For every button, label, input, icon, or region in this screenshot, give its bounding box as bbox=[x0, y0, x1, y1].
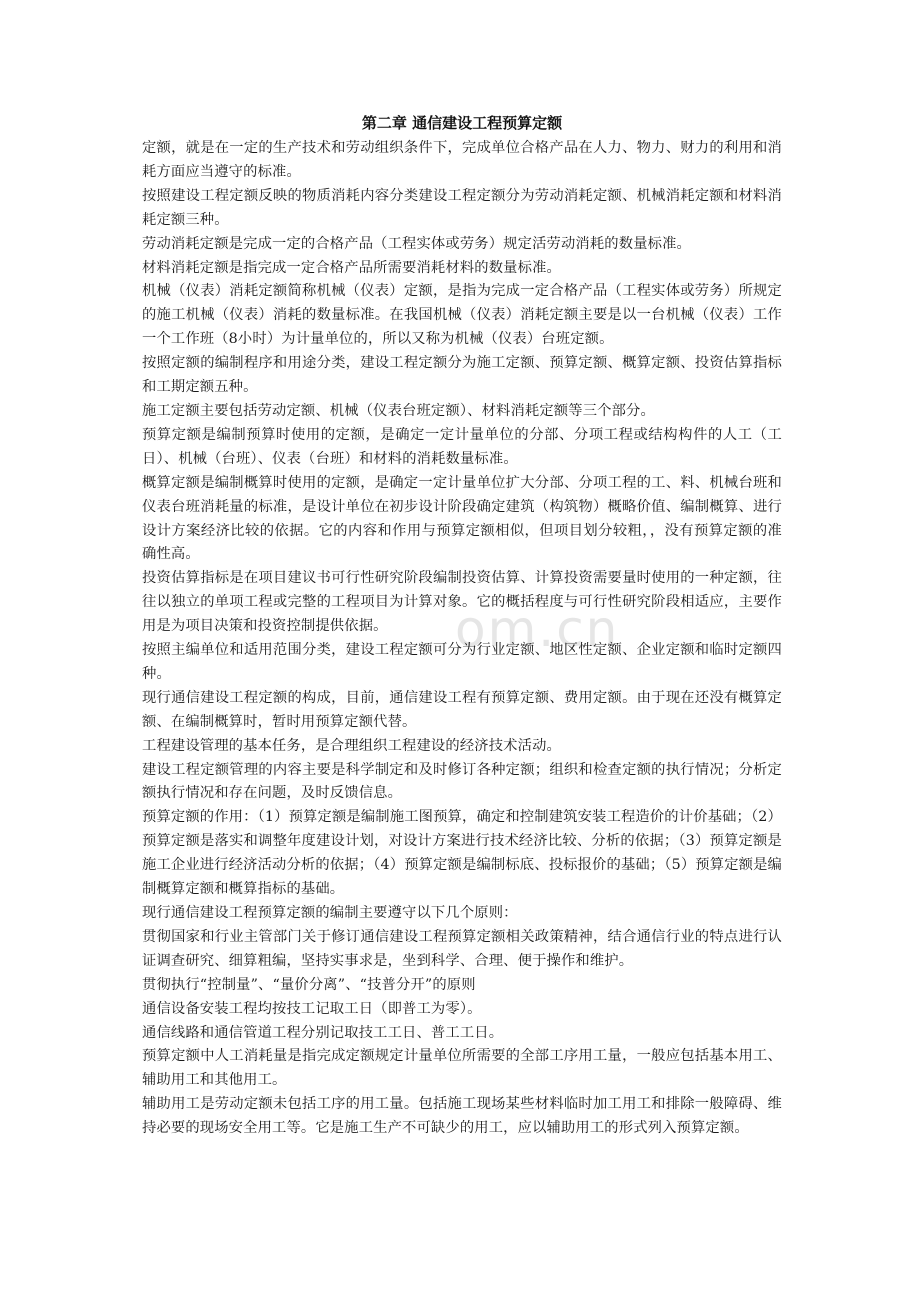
paragraph: 工程建设管理的基本任务，是合理组织工程建设的经济技术活动。 bbox=[142, 737, 561, 754]
paragraph: 材料消耗定额是指完成一定合格产品所需要消耗材料的数量标准。 bbox=[142, 259, 561, 276]
paragraph: 建设工程定额管理的内容主要是科学制定和及时修订各种定额；组织和检查定额的执行情况；分析定额执行情况和存在问题，及时反馈信息。 bbox=[142, 761, 782, 802]
paragraph: 按照建设工程定额反映的物质消耗内容分类建设工程定额分为劳动消耗定额、机械消耗定额和材料消耗定额三种。 bbox=[142, 187, 782, 228]
paragraph: 施工定额主要包括劳动定额、机械（仪表台班定额）、材料消耗定额等三个部分。 bbox=[142, 402, 655, 419]
paragraph: 辅助用工是劳动定额未包括工序的用工量。包括施工现场某些材料临时加工用工和排除一般障碍、维持必要的现场安全用工等。它是施工生产不可缺少的用工，应以辅助用工的形式列入预算定额。 bbox=[142, 1096, 782, 1137]
page-title: 第二章 通信建设工程预算定额 bbox=[361, 114, 563, 132]
paragraph: 预算定额的作用：（1）预算定额是编制施工图预算，确定和控制建筑安装工程造价的计价基础；（2）预算定额是落实和调整年度建设计划，对设计方案进行技术经济比较、分析的依据；（3）预算定额是施工企业进行经济活动分析的依据；（4）预算定额是编制标底、投标报价的基础；（5）预算定额是编制概算定额和概算指标的基础。 bbox=[142, 809, 782, 898]
paragraph: 投资估算指标是在项目建议书可行性研究阶段编制投资估算、计算投资需要量时使用的一种定额，往往以独立的单项工程或完整的工程项目为计算对象。它的概括程度与可行性研究阶段相适应，主要作用是为项目决策和投资控制提供依据。 bbox=[142, 570, 782, 635]
paragraph: 劳动消耗定额是完成一定的合格产品（工程实体或劳务）规定活劳动消耗的数量标准。 bbox=[142, 235, 691, 252]
paragraph: 按照主编单位和适用范围分类，建设工程定额可分为行业定额、地区性定额、企业定额和临时定额四种。 bbox=[142, 642, 782, 682]
paragraph: 定额，就是在一定的生产技术和劳动组织条件下，完成单位合格产品在人力、物力、财力的利用和消耗方面应当遵守的标准。 bbox=[142, 140, 782, 180]
paragraph: 现行通信建设工程定额的构成，目前，通信建设工程有预算定额、费用定额。由于现在还没有概算定额、在编制概算时，暂时用预算定额代替。 bbox=[142, 689, 782, 730]
watermark: om.cn bbox=[455, 600, 620, 658]
paragraph: 概算定额是编制概算时使用的定额，是确定一定计量单位扩大分部、分项工程的工、料、机械台班和仪表台班消耗量的标准，是设计单位在初步设计阶段确定建筑（构筑物）概略价值、编制概算、进行设计方案经济比较的依据。它的内容和作用与预算定额相似，但项目划分较粗，，没有预算定额的准确性高。 bbox=[142, 474, 782, 563]
document-page bbox=[142, 112, 782, 1141]
paragraph: 贯彻执行“控制量”、“量价分离”、“技普分开”的原则 bbox=[142, 976, 476, 993]
paragraph: 预算定额是编制预算时使用的定额，是确定一定计量单位的分部、分项工程或结构构件的人工（工日）、机械（台班）、仪表（台班）和材料的消耗数量标准。 bbox=[142, 426, 782, 467]
paragraph: 预算定额中人工消耗量是指完成定额规定计量单位所需要的全部工序用工量，一般应包括基本用工、辅助用工和其他用工。 bbox=[142, 1048, 782, 1089]
paragraph: 机械（仪表）消耗定额简称机械（仪表）定额，是指为完成一定合格产品（工程实体或劳务）所规定的施工机械（仪表）消耗的数量标准。在我国机械（仪表）消耗定额主要是以一台机械（仪表）工作一个工作班（8小时）为计量单位的，所以又称为机械（仪表）台班定额。 bbox=[142, 283, 782, 348]
paragraph: 按照定额的编制程序和用途分类，建设工程定额分为施工定额、预算定额、概算定额、投资估算指标和工期定额五种。 bbox=[142, 355, 782, 396]
paragraph: 通信设备安装工程均按技工记取工日（即普工为零）。 bbox=[142, 1000, 482, 1017]
paragraph: 现行通信建设工程预算定额的编制主要遵守以下几个原则： bbox=[142, 905, 518, 921]
paragraph: 通信线路和通信管道工程分别记取技工工日、普工工日。 bbox=[142, 1024, 504, 1041]
paragraph: 贯彻国家和行业主管部门关于修订通信建设工程预算定额相关政策精神，结合通信行业的特点进行认证调查研究、细算粗编，坚持实事求是，坐到科学、合理、便于操作和维护。 bbox=[142, 928, 782, 969]
